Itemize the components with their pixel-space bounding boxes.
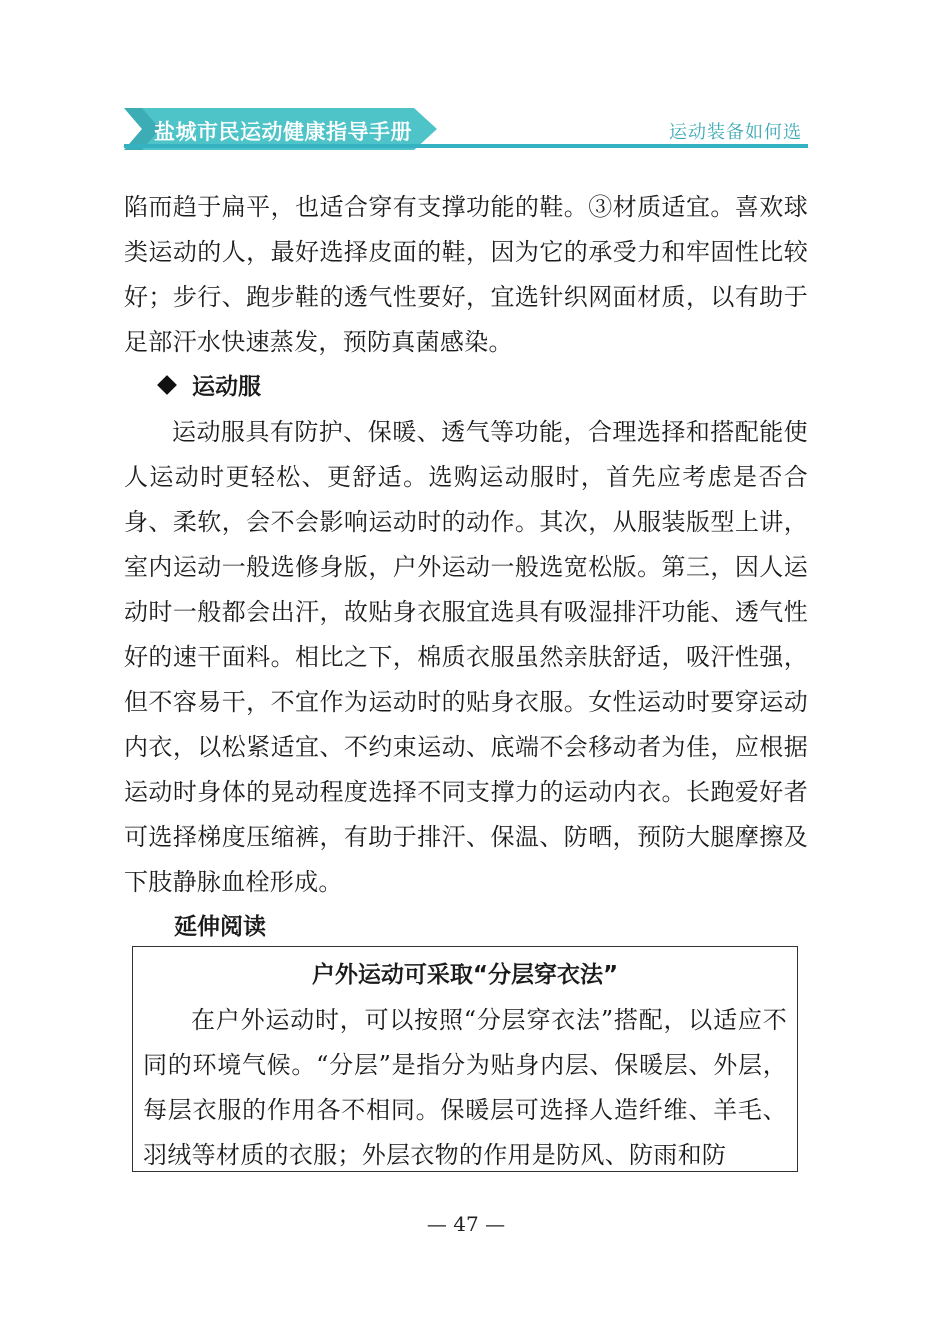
box-title: 户外运动可采取“分层穿衣法” — [311, 962, 619, 988]
body-content — [124, 185, 808, 950]
page-number: — 47 — — [426, 1212, 506, 1236]
header-rule — [124, 144, 808, 148]
section-heading-sportswear — [124, 365, 808, 410]
box-text: 在户外运动时，可以按照“分层穿衣法”搭配，以适应不同的环境气候。“分层”是指分为贴身内层、保暖层、外层，每层衣服的作用各不相同。保暖层可选择人造纤维、羊毛、羽绒等材质的衣服；外层衣物的作用是防风、防雨和防 — [143, 1006, 787, 1169]
section-label: 运动装备如何选 — [669, 122, 802, 143]
paragraph-shoe-material: 陷而趋于扁平，也适合穿有支撑功能的鞋。③材质适宜。喜欢球类运动的人，最好选择皮面的鞋，因为它的承受力和牢固性比较好；步行、跑步鞋的透气性要好，宜选针织网面材质，以有助于足部汗水快速蒸发，预防真菌感染。 — [124, 193, 808, 356]
heading-text: 运动服 — [192, 374, 261, 400]
extended-reading-heading: 延伸阅读 — [174, 914, 266, 940]
diamond-bullet-icon — [157, 375, 177, 395]
book-title: 盐城市民运动健康指导手册 — [154, 120, 412, 144]
extended-reading-box — [132, 946, 798, 1172]
paragraph-sportswear: 运动服具有防护、保暖、透气等功能，合理选择和搭配能使人运动时更轻松、更舒适。选购运动服时，首先应考虑是否合身、柔软，会不会影响运动时的动作。其次，从服装版型上讲，室内运动一般选修身版，户外运动一般选宽松版。第三，因人运动时一般都会出汗，故贴身衣服宜选具有吸湿排汗功能、透气性好的速干面料。相比之下，棉质衣服虽然亲肤舒适，吸汗性强，但不容易干，不宜作为运动时的贴身衣服。女性运动时要穿运动内衣，以松紧适宜、不约束运动、底端不会移动者为佳，应根据运动时身体的晃动程度选择不同支撑力的运动内衣。长跑爱好者可选择梯度压缩裤，有助于排汗、保温、防晒，预防大腿摩擦及下肢静脉血栓形成。 — [124, 418, 808, 896]
